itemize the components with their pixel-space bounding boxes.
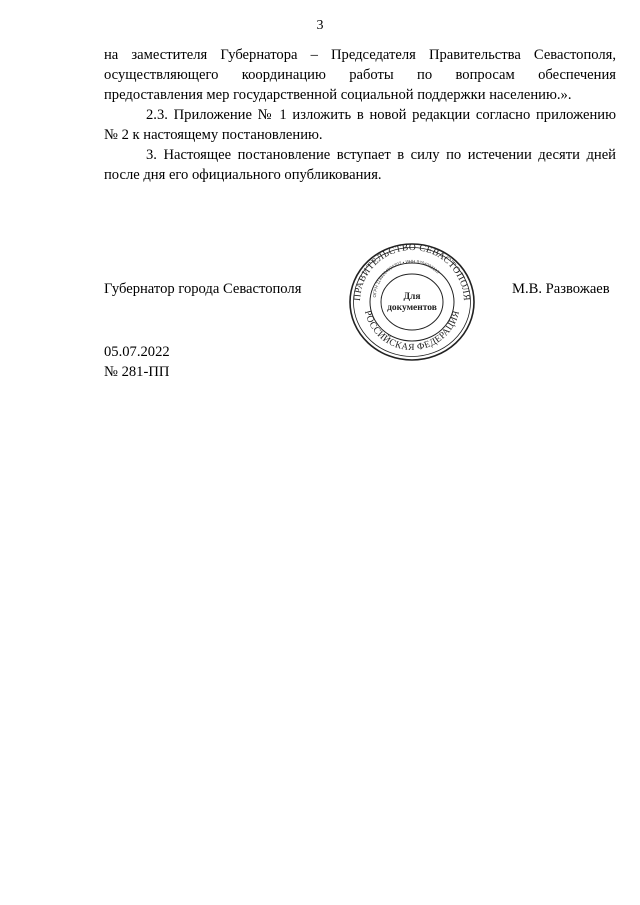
paragraph-1-line-1: на заместителя Губернатора – Председателя Правительства Севастополя, <box>104 47 616 63</box>
paragraph-2-line-2: № 2 к настоящему постановлению. <box>104 127 323 143</box>
paragraph-2-line-1: 2.3. Приложение № 1 изложить в новой редакции согласно приложению <box>146 107 616 123</box>
signature-block <box>0 230 640 370</box>
paragraph-3 <box>104 145 616 185</box>
document-body <box>104 45 616 185</box>
paragraph-1-line-3: предоставления мер государственной социальной поддержки населению.». <box>104 87 572 103</box>
document-date: 05.07.2022 <box>104 344 170 360</box>
paragraph-1 <box>104 45 616 105</box>
paragraph-2 <box>104 105 616 145</box>
seal-inner-ring-text: ОГРН 1149204004707 • ИНН 9204002115 <box>371 258 441 298</box>
document-meta <box>104 342 170 382</box>
page-number: 3 <box>316 18 324 33</box>
seal-outer-top-text: ПРАВИТЕЛЬСТВО СЕВАСТОПОЛЯ <box>352 242 472 302</box>
signer-position: Губернатор города Севастополя <box>104 281 302 297</box>
paragraph-3-line-1: 3. Настоящее постановление вступает в силу по истечении десяти дней <box>146 147 616 163</box>
svg-text:РОССИЙСКАЯ ФЕДЕРАЦИЯ <box>362 309 462 353</box>
seal-center-line-2: документов <box>387 303 437 313</box>
seal-outer-bottom-text: РОССИЙСКАЯ ФЕДЕРАЦИЯ <box>361 309 463 354</box>
signer-name: М.В. Развожаев <box>512 281 610 297</box>
official-seal <box>342 238 482 366</box>
paragraph-3-line-2: после дня его официального опубликования. <box>104 167 382 183</box>
seal-center-line-1: Для <box>403 292 421 302</box>
document-number: № 281-ПП <box>104 364 170 380</box>
paragraph-1-line-2: осуществляющего координацию работы по вопросам обеспечения <box>104 67 616 83</box>
